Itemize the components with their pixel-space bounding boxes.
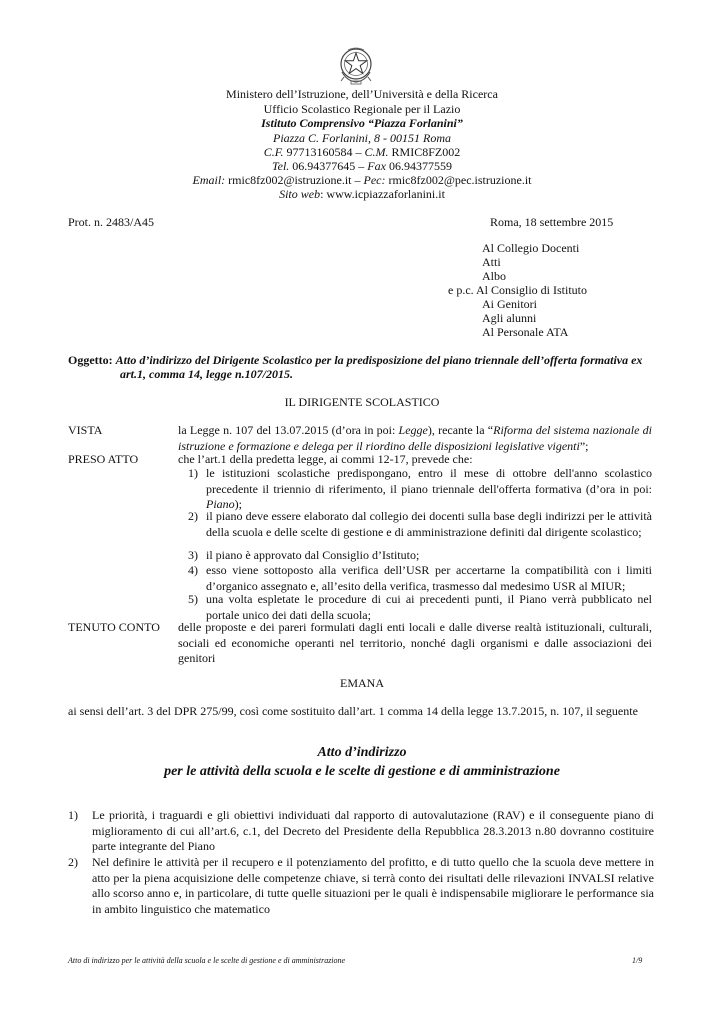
site-label: Sito web [279,187,321,201]
subject-text-cont: art.1, comma 14, legge n.107/2015. [120,367,293,381]
preso-atto-item-4: esso viene sottoposto alla verifica dell’USR per accertarne la compatibilità con i limiti d’organico assegnato e, all’esito della verifica, trasmesso dal medesimo USR al MIUR; [206,563,652,593]
preso-atto-item-2: il piano deve essere elaborato dal collegio dei docenti sulla base degli indirizzi per le attività della scuola e delle scelte di gestione e di amministrazione definiti dal dirigente scolastico; [206,509,652,539]
item-number: 4) [188,563,198,577]
cm-label: C.M. [364,145,389,159]
cm-value: RMIC8FZ002 [391,145,461,159]
recipient-pc-3: Agli alunni [482,311,537,325]
office-line: Ufficio Scolastico Regionale per il Lazio [263,102,461,116]
tenuto-conto-label: TENUTO CONTO [68,620,160,634]
subject-line [68,353,642,368]
recipient-pc-2: Ai Genitori [482,297,537,311]
act-title: Atto d’indirizzo [317,745,407,760]
preso-atto-intro: che l’art.1 della predetta legge, ai commi 12-17, prevede che: [178,452,473,466]
fax-label: Fax [367,159,386,173]
point-1: Le priorità, i traguardi e gli obiettivi individuati dal rapporto di autovalutazione (RAV) e il conseguente piano di miglioramento di cui all’art.6, c.1, del Decreto del Presidente della Repubblica 28.3.2013 n.80 dovranno costituire parte integrante del Piano [92,808,654,853]
pc-prefix: e p.c. [448,283,474,297]
recipient-pc-1: Al Consiglio di Istituto [476,283,588,297]
cf-label: C.F. [263,145,284,159]
item-tail: ); [234,497,243,511]
cf-value: 97713160584 – [286,145,362,159]
site-value: : www.icpiazzaforlanini.it [320,187,445,201]
item-number: 2) [188,509,198,523]
pec-value: rmic8fz002@pec.istruzione.it [388,173,532,187]
item-italic: Piano [206,497,235,511]
item-text: le istituzioni scolastiche predispongano, entro il mese di ottobre dell'anno scolastico precedente il triennio di riferimento, il piano triennale dell'offerta formativa (d’ora in poi: [206,466,652,496]
preso-atto-item-3: il piano è approvato dal Consiglio d’Istituto; [206,548,420,562]
codes-line [0,145,724,160]
vista-post: ”; [579,438,589,453]
fax-value: 06.94377559 [388,159,452,173]
recipient-2: Atti [482,255,501,269]
email-value: rmic8fz002@istruzione.it – [228,173,361,187]
preso-atto-item-1 [206,466,652,513]
vista-text [178,423,652,454]
vista-label: VISTA [68,423,103,437]
point-number: 2) [68,855,78,869]
footer-title: Atto di indirizzo per le attività della scuola e le scelte di gestione e di amministrazione [68,956,346,965]
vista-mid: ), recante la “ [427,423,494,437]
school-address: Piazza C. Forlanini, 8 - 00151 Roma [272,131,451,145]
recipient-3: Albo [482,269,506,283]
recipient-1: Al Collegio Docenti [482,241,580,255]
issuer-heading: IL DIRIGENTE SCOLASTICO [284,395,440,409]
vista-pre: la Legge n. 107 del 13.07.2015 (d’ora in poi: [178,423,399,437]
recipient-pc-4: Al Personale ATA [482,325,569,339]
email-label: Email: [192,173,226,187]
point-2: Nel definire le attività per il recupero e il potenziamento del profitto, e di tutto quello che la scuola deve mettere in atto per la piena acquisizione delle competenze chiave, si terrà conto dei risultati delle rilevazioni INVALSI relative allo scorso anno e, in particolare, di tutte quelle situazioni per le quali è indispensabile migliorare le performance sia in ambito linguistico che matematico [92,855,654,916]
place-date: Roma, 18 settembre 2015 [490,215,614,229]
subject-text: Atto d’indirizzo del Dirigente Scolastico per la predisposizione del piano triennale dell’offerta formativa ex [115,353,643,367]
point-number: 1) [68,808,78,822]
website-line [0,187,724,202]
page-number: 1/9 [632,956,643,965]
recipient-pc-line [448,283,587,298]
item-number: 1) [188,466,198,480]
act-subtitle: per le attività della scuola e le scelte di gestione e di amministrazione [164,764,560,779]
emana-heading: EMANA [340,676,384,690]
vista-legge: Legge [398,423,428,437]
legal-basis: ai sensi dell’art. 3 del DPR 275/99, così come sostituito dall’art. 1 comma 14 della legge 13.7.2015, n. 107, il seguente [68,704,638,718]
pec-label: Pec: [363,173,386,187]
email-line [0,173,724,188]
school-name: Istituto Comprensivo “Piazza Forlanini” [261,116,463,130]
protocol-number: Prot. n. 2483/A45 [68,215,155,229]
item-number: 3) [188,548,198,562]
tel-label: Tel. [272,159,290,173]
preso-atto-item-5: una volta espletate le procedure di cui ai precedenti punti, il Piano verrà pubblicato nel portale unico dei dati della scuola; [206,592,652,622]
phone-line [0,159,724,174]
item-number: 5) [188,592,198,606]
subject-label: Oggetto: [68,353,113,367]
vista-law-title: Riforma del sistema nazionale di istruzione e formazione e delega per il riordino delle disposizioni legislative vigenti [178,423,652,453]
tel-value: 06.94377645 – [292,159,365,173]
tenuto-conto-text: delle proposte e dei pareri formulati dagli enti locali e dalle diverse realtà istituzionali, culturali, sociali ed economiche operanti nel territorio, nonché dagli organismi e dalle associazioni dei genitori [178,620,652,665]
ministry-line: Ministero dell’Istruzione, dell’Università e della Ricerca [226,87,498,101]
italian-republic-emblem-icon [337,44,375,86]
preso-atto-label: PRESO ATTO [68,452,139,466]
